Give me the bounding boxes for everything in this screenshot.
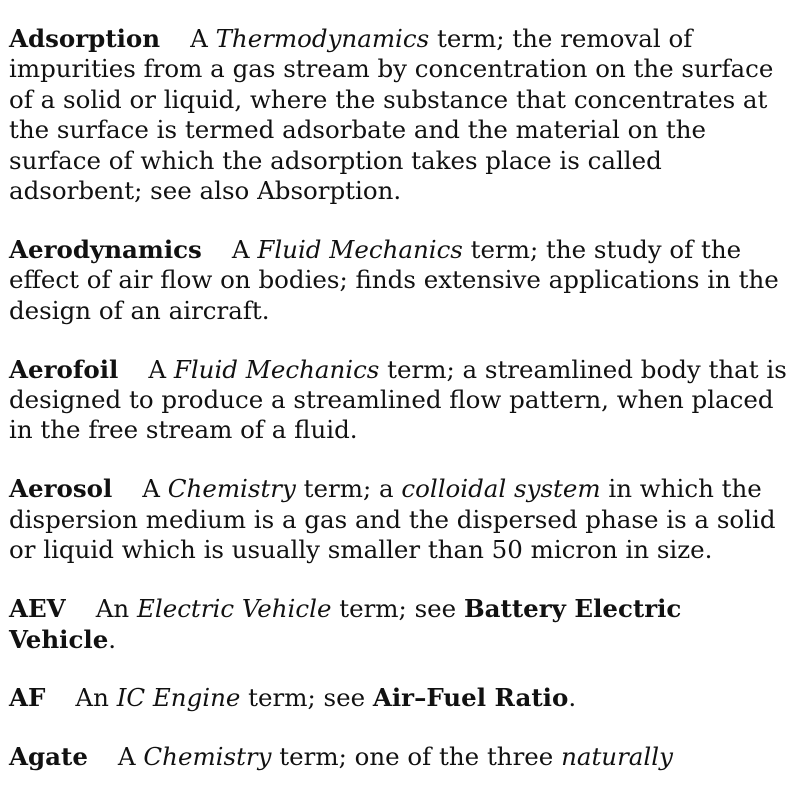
entry-article: An: [95, 594, 130, 624]
entry-af: [9, 683, 795, 713]
entry-article: A: [190, 24, 208, 53]
entry-article: An: [75, 683, 109, 713]
entry-end-punct: .: [108, 624, 117, 654]
entry-aerodynamics: [9, 235, 795, 326]
entry-agate: [9, 742, 795, 772]
entry-subject: Chemistry: [143, 742, 272, 772]
entry-cross-reference: Battery Electric Vehicle: [9, 594, 682, 654]
entry-headword: Adsorption: [9, 24, 161, 53]
entry-aev: [9, 594, 795, 655]
entry-definition-part: term; a: [295, 474, 402, 504]
entry-subject: Chemistry: [167, 474, 296, 504]
entry-aerofoil: [9, 355, 795, 446]
entry-adsorption: [9, 24, 795, 206]
entry-definition: term; the removal of impurities from a gas stream by concentration on the surface of a solid or liquid, where the substance that concentrates at the surface is termed adsorbate and the material on the surface of which the adsorption takes place is called adsorbent; see also Absorption.: [9, 24, 774, 206]
entry-subject: Fluid Mechanics: [173, 354, 380, 384]
entry-subject: Electric Vehicle: [136, 594, 332, 624]
entry-article: A: [117, 742, 136, 772]
entry-article: A: [231, 234, 250, 264]
entry-headword: Aerosol: [9, 474, 113, 504]
entry-headword: AEV: [9, 594, 66, 624]
entry-headword: Aerodynamics: [9, 234, 202, 264]
entry-definition: term; one of the three: [271, 742, 562, 772]
entry-article: A: [148, 354, 167, 384]
entry-definition: term; see: [331, 594, 464, 624]
entry-headword: AF: [9, 683, 46, 713]
entry-italic-term: naturally: [561, 742, 673, 772]
entry-headword: Agate: [9, 742, 88, 772]
entry-aerosol: [9, 474, 795, 565]
entry-end-punct: .: [568, 683, 577, 713]
entry-definition: term; a streamlined body that is designed to produce a streamlined flow pattern, when placed in the free stream of a fluid.: [9, 354, 787, 445]
entry-article: A: [142, 474, 160, 504]
entry-cross-reference: Air–Fuel Ratio: [372, 683, 569, 713]
entry-definition: term; the study of the effect of air flow on bodies; finds extensive applications in the design of an aircraft.: [9, 234, 779, 325]
glossary-page: [9, 24, 795, 801]
entry-subject: IC Engine: [116, 683, 241, 713]
entry-subject: Fluid Mechanics: [257, 234, 463, 264]
entry-italic-term: colloidal system: [401, 474, 601, 504]
entry-definition: term; see: [240, 683, 373, 713]
entry-definition-part: in which the dispersion medium is a gas and the dispersed phase is a solid or liquid which is usually smaller than 50 micron in size.: [9, 474, 776, 565]
entry-subject: Thermodynamics: [215, 24, 430, 53]
entry-headword: Aerofoil: [9, 354, 119, 384]
